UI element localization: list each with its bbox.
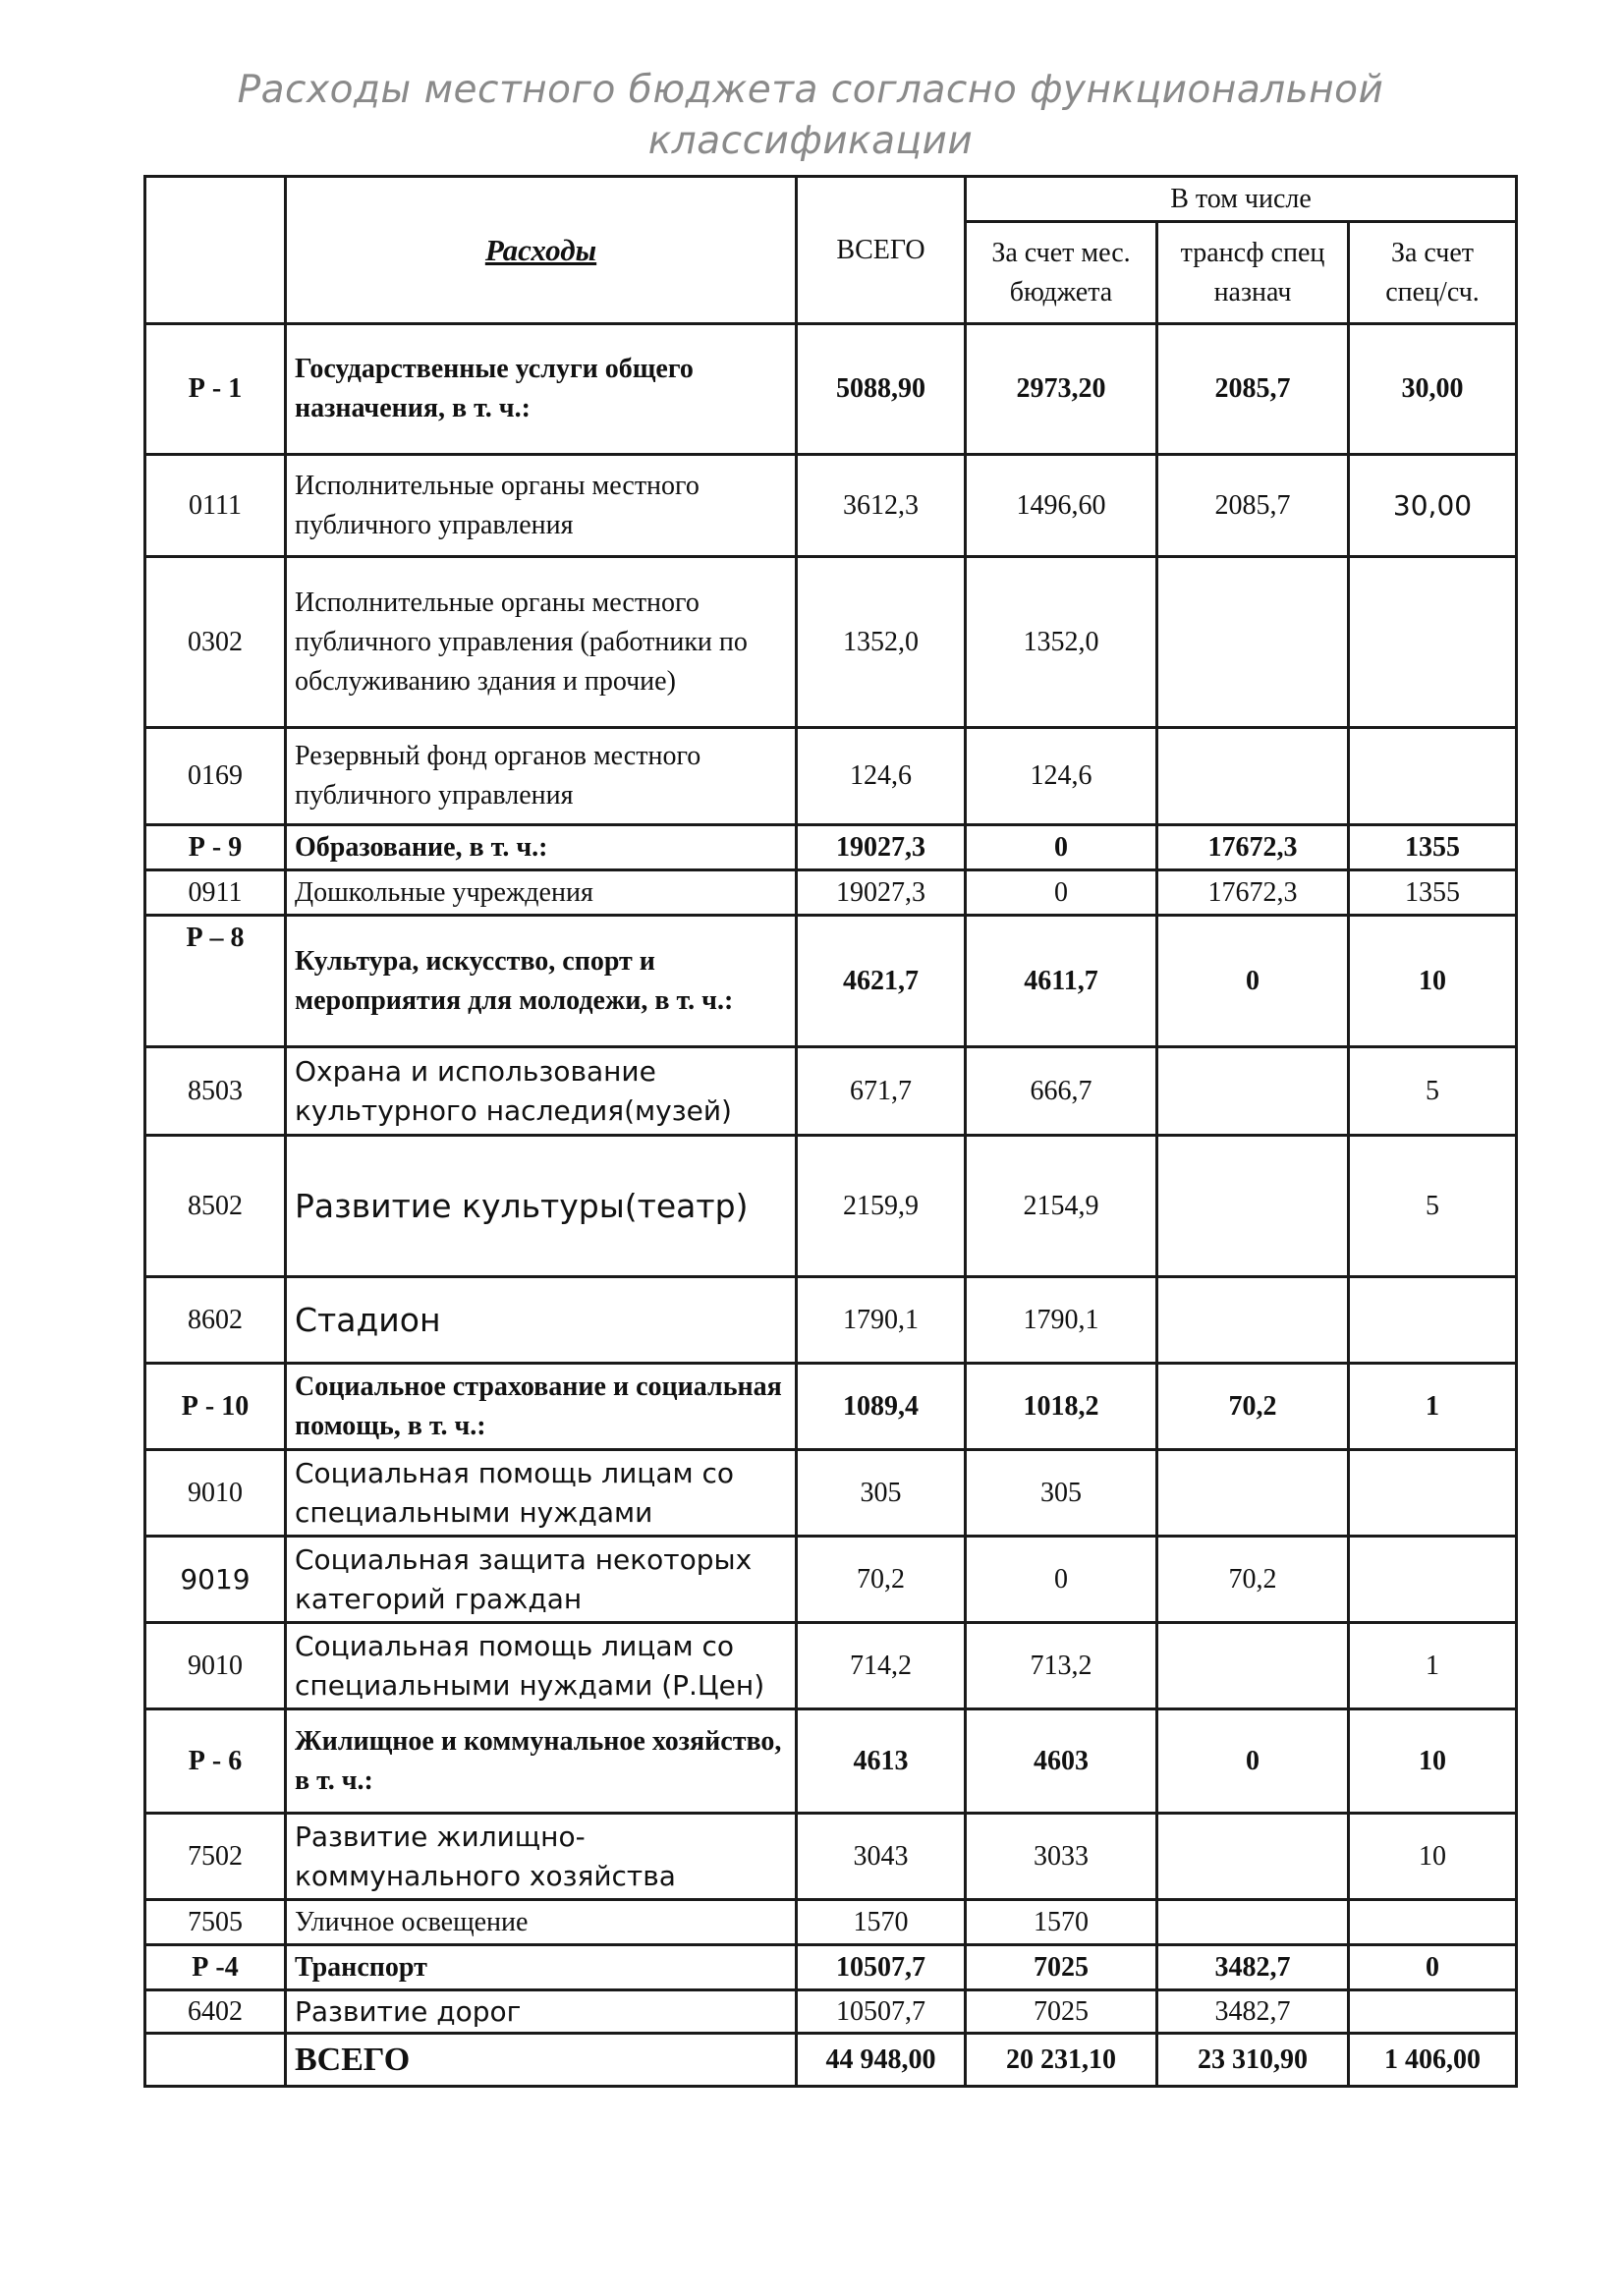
row-name: Дошкольные учреждения	[286, 870, 797, 916]
table-row	[145, 916, 1517, 1047]
row-code: Р - 6	[145, 1709, 286, 1814]
row-transfer	[1157, 728, 1349, 825]
totals-total: 44 948,00	[797, 2034, 966, 2087]
row-transfer: 70,2	[1157, 1537, 1349, 1623]
row-special: 10	[1349, 1814, 1517, 1900]
header-code-cell	[145, 177, 286, 324]
title-line-2: классификации	[647, 119, 974, 163]
row-code: Р -4	[145, 1945, 286, 1990]
row-special: 1	[1349, 1364, 1517, 1450]
header-including: В том числе	[966, 177, 1517, 222]
row-name: Исполнительные органы местного публичного управления	[286, 455, 797, 557]
table-row	[145, 1900, 1517, 1945]
row-special: 1	[1349, 1623, 1517, 1709]
table-row	[145, 1537, 1517, 1623]
row-local: 2973,20	[966, 324, 1157, 455]
row-name: Развитие жилищно-коммунального хозяйства	[286, 1814, 797, 1900]
row-total: 1790,1	[797, 1277, 966, 1364]
row-transfer: 0	[1157, 1709, 1349, 1814]
table-row	[145, 455, 1517, 557]
row-name: Развитие культуры(театр)	[286, 1136, 797, 1277]
row-transfer: 2085,7	[1157, 324, 1349, 455]
table-row	[145, 870, 1517, 916]
row-special	[1349, 1450, 1517, 1537]
row-special: 10	[1349, 1709, 1517, 1814]
row-total: 4621,7	[797, 916, 966, 1047]
row-transfer	[1157, 1900, 1349, 1945]
row-special: 5	[1349, 1136, 1517, 1277]
row-code: Р - 10	[145, 1364, 286, 1450]
row-transfer	[1157, 1623, 1349, 1709]
row-transfer	[1157, 1277, 1349, 1364]
row-special	[1349, 1990, 1517, 2034]
row-code: 7502	[145, 1814, 286, 1900]
row-special	[1349, 1900, 1517, 1945]
row-code: Р - 9	[145, 825, 286, 870]
row-special	[1349, 728, 1517, 825]
row-code: 8503	[145, 1047, 286, 1136]
totals-transfer: 23 310,90	[1157, 2034, 1349, 2087]
row-local: 666,7	[966, 1047, 1157, 1136]
row-code: 0911	[145, 870, 286, 916]
row-total: 124,6	[797, 728, 966, 825]
row-total: 19027,3	[797, 870, 966, 916]
table-row	[145, 1623, 1517, 1709]
row-code: 0169	[145, 728, 286, 825]
table-row	[145, 1450, 1517, 1537]
header-row-1	[145, 177, 1517, 222]
row-local: 7025	[966, 1990, 1157, 2034]
row-transfer	[1157, 1814, 1349, 1900]
row-transfer: 17672,3	[1157, 825, 1349, 870]
row-total: 1570	[797, 1900, 966, 1945]
row-transfer: 3482,7	[1157, 1990, 1349, 2034]
row-total: 19027,3	[797, 825, 966, 870]
row-total: 10507,7	[797, 1990, 966, 2034]
row-transfer: 3482,7	[1157, 1945, 1349, 1990]
row-name: Транспорт	[286, 1945, 797, 1990]
row-special	[1349, 1277, 1517, 1364]
row-transfer: 0	[1157, 916, 1349, 1047]
row-special: 0	[1349, 1945, 1517, 1990]
header-transfers: трансф спец назнач	[1157, 222, 1349, 324]
row-transfer	[1157, 557, 1349, 728]
title-line-1: Расходы местного бюджета согласно функциональной	[237, 68, 1384, 112]
row-local: 0	[966, 825, 1157, 870]
row-total: 3043	[797, 1814, 966, 1900]
row-name: Социальная защита некоторых категорий граждан	[286, 1537, 797, 1623]
row-total: 10507,7	[797, 1945, 966, 1990]
table-row	[145, 1814, 1517, 1900]
row-name: Развитие дорог	[286, 1990, 797, 2034]
row-name: Стадион	[286, 1277, 797, 1364]
row-name: Государственные услуги общего назначения, в т. ч.:	[286, 324, 797, 455]
row-total: 70,2	[797, 1537, 966, 1623]
row-total: 4613	[797, 1709, 966, 1814]
row-transfer: 17672,3	[1157, 870, 1349, 916]
row-local: 713,2	[966, 1623, 1157, 1709]
row-local: 1018,2	[966, 1364, 1157, 1450]
row-special	[1349, 557, 1517, 728]
row-special	[1349, 1537, 1517, 1623]
row-total: 5088,90	[797, 324, 966, 455]
row-local: 1570	[966, 1900, 1157, 1945]
totals-local: 20 231,10	[966, 2034, 1157, 2087]
header-special: За счет спец/сч.	[1349, 222, 1517, 324]
row-local: 124,6	[966, 728, 1157, 825]
row-transfer	[1157, 1450, 1349, 1537]
header-expenses: Расходы	[286, 177, 797, 324]
totals-row	[145, 2034, 1517, 2087]
row-local: 2154,9	[966, 1136, 1157, 1277]
row-name: Социальное страхование и социальная помощь, в т. ч.:	[286, 1364, 797, 1450]
row-local: 1496,60	[966, 455, 1157, 557]
row-code: 9019	[145, 1537, 286, 1623]
row-local: 0	[966, 870, 1157, 916]
row-code: Р - 1	[145, 324, 286, 455]
table-row	[145, 1709, 1517, 1814]
row-total: 1352,0	[797, 557, 966, 728]
table-row	[145, 728, 1517, 825]
row-total: 3612,3	[797, 455, 966, 557]
row-local: 4611,7	[966, 916, 1157, 1047]
header-total: ВСЕГО	[797, 177, 966, 324]
row-local: 0	[966, 1537, 1157, 1623]
row-transfer: 70,2	[1157, 1364, 1349, 1450]
row-code: 6402	[145, 1990, 286, 2034]
row-special: 1355	[1349, 825, 1517, 870]
row-total: 671,7	[797, 1047, 966, 1136]
row-total: 1089,4	[797, 1364, 966, 1450]
row-name: Охрана и использование культурного наследия(музей)	[286, 1047, 797, 1136]
row-name: Уличное освещение	[286, 1900, 797, 1945]
row-name: Резервный фонд органов местного публичного управления	[286, 728, 797, 825]
row-total: 2159,9	[797, 1136, 966, 1277]
table-row	[145, 1364, 1517, 1450]
row-code: 0111	[145, 455, 286, 557]
row-transfer: 2085,7	[1157, 455, 1349, 557]
row-special: 5	[1349, 1047, 1517, 1136]
table-row	[145, 1047, 1517, 1136]
row-name: Жилищное и коммунальное хозяйство, в т. ч.:	[286, 1709, 797, 1814]
budget-table	[143, 175, 1518, 2088]
row-local: 1790,1	[966, 1277, 1157, 1364]
row-name: Образование, в т. ч.:	[286, 825, 797, 870]
row-local: 4603	[966, 1709, 1157, 1814]
row-transfer	[1157, 1047, 1349, 1136]
row-code: 8602	[145, 1277, 286, 1364]
row-local: 1352,0	[966, 557, 1157, 728]
row-code: Р – 8	[145, 916, 286, 1047]
totals-label: ВСЕГО	[286, 2034, 797, 2087]
row-name: Исполнительные органы местного публичного управления (работники по обслуживанию здания и прочие)	[286, 557, 797, 728]
table-row	[145, 1277, 1517, 1364]
row-special: 10	[1349, 916, 1517, 1047]
table-row	[145, 1945, 1517, 1990]
row-name: Социальная помощь лицам со специальными нуждами	[286, 1450, 797, 1537]
row-code: 0302	[145, 557, 286, 728]
row-local: 3033	[966, 1814, 1157, 1900]
totals-code-cell	[145, 2034, 286, 2087]
table-row	[145, 557, 1517, 728]
row-code: 7505	[145, 1900, 286, 1945]
table-row	[145, 1990, 1517, 2034]
row-code: 8502	[145, 1136, 286, 1277]
row-local: 7025	[966, 1945, 1157, 1990]
row-local: 305	[966, 1450, 1157, 1537]
row-name: Социальная помощь лицам со специальными нуждами (Р.Цен)	[286, 1623, 797, 1709]
row-special: 30,00	[1349, 324, 1517, 455]
row-code: 9010	[145, 1623, 286, 1709]
row-code: 9010	[145, 1450, 286, 1537]
table-row	[145, 1136, 1517, 1277]
page-title	[147, 65, 1474, 167]
table-row	[145, 825, 1517, 870]
row-special: 30,00	[1349, 455, 1517, 557]
row-total: 714,2	[797, 1623, 966, 1709]
header-local-budget: За счет мес. бюджета	[966, 222, 1157, 324]
row-special: 1355	[1349, 870, 1517, 916]
table-row	[145, 324, 1517, 455]
totals-special: 1 406,00	[1349, 2034, 1517, 2087]
row-name: Культура, искусство, спорт и мероприятия для молодежи, в т. ч.:	[286, 916, 797, 1047]
row-transfer	[1157, 1136, 1349, 1277]
row-total: 305	[797, 1450, 966, 1537]
